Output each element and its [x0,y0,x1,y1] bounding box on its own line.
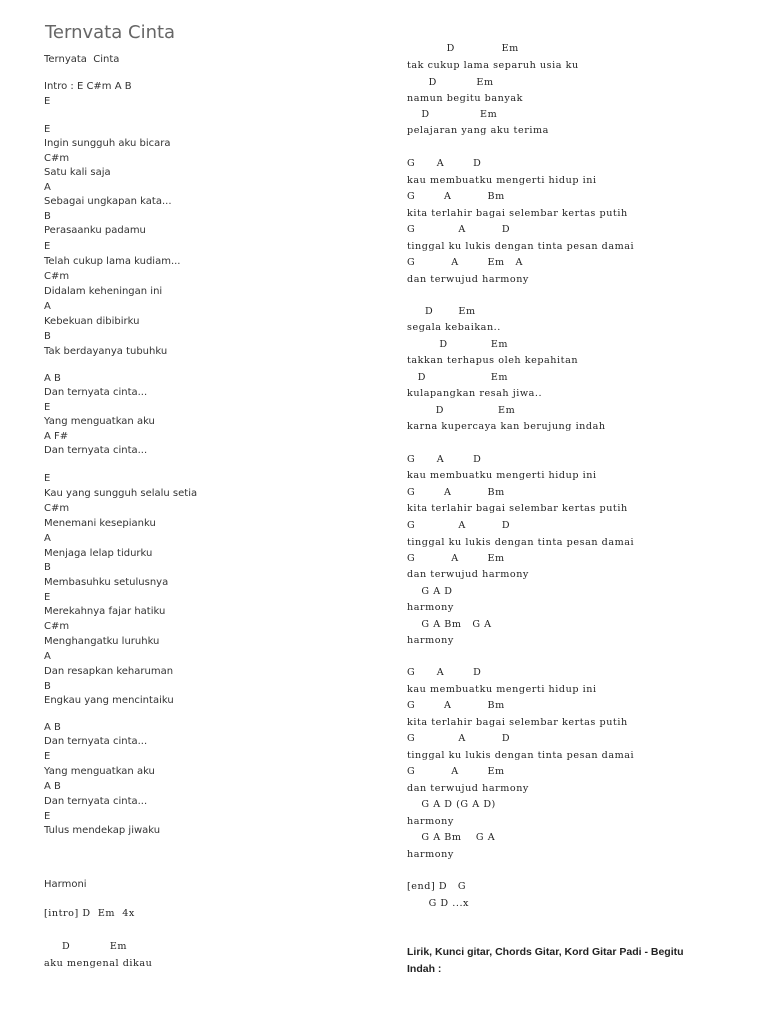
chord-line: E [44,473,51,484]
chord-line: G A Em [407,553,505,564]
lyric-line: Menjaga lelap tidurku [44,548,153,559]
lyric-line: Telah cukup lama kudiam... [44,256,181,267]
chord-line: A B [44,373,61,384]
chord-line: G A D [407,158,482,169]
lyric-line: Satu kali saja [44,167,111,178]
intro-chords-mono: [intro] D Em 4x [44,908,135,919]
chord-line: B [44,211,51,222]
lyric-line: Dan resapkan keharuman [44,666,174,677]
lyric-line: tinggal ku lukis dengan tinta pesan damai [407,241,635,252]
chord-line: E [44,124,51,135]
chord-line: E [44,402,51,413]
chord-line: G A Bm G A [407,619,492,630]
lyric-line: tak cukup lama separuh usia ku [407,60,579,71]
lyric-line: Yang menguatkan aku [44,766,155,777]
page-title: Ternvata Cinta [45,22,176,43]
lyric-line: kita terlahir bagai selembar kertas putih [407,503,628,514]
lyric-line: Perasaanku padamu [44,225,146,236]
chord-line: D Em [407,306,476,317]
lyric-line: Membasuhku setulusnya [44,577,169,588]
lyric-line: harmony [407,816,454,827]
lyric-line: kita terlahir bagai selembar kertas putih [407,717,628,728]
lyric-line: Dan ternyata cinta... [44,736,148,747]
lyric-line: namun begitu banyak [407,93,523,104]
footer-caption: Indah : [407,963,442,975]
lyric-line: takkan terhapus oleh kepahitan [407,355,579,366]
outro-chords: [end] D G [407,881,467,892]
chord-line: A [44,533,51,544]
chord-line: A B [44,722,61,733]
chord-line: A B [44,781,61,792]
chord-line: A [44,301,51,312]
chord-line: B [44,331,51,342]
lyric-line: Menemani kesepianku [44,518,156,529]
lyric-line: tinggal ku lukis dengan tinta pesan damai [407,750,635,761]
lyric-line: kita terlahir bagai selembar kertas putih [407,208,628,219]
chord-line: G A Bm [407,191,505,202]
chord-line: A F# [44,431,69,442]
lyric-line: kau membuatku mengerti hidup ini [407,684,597,695]
lyric-line: Didalam keheningan ini [44,286,163,297]
chord-line: B [44,681,51,692]
chord-line: D Em [407,405,516,416]
footer-caption: Lirik, Kunci gitar, Chords Gitar, Kord Gitar Padi - Begitu [407,946,684,958]
lyric-line: dan terwujud harmony [407,569,529,580]
lyric-line: kau membuatku mengerti hidup ini [407,175,597,186]
lyric-line: karna kupercaya kan berujung indah [407,421,606,432]
chord-line: G A D (G A D) [407,799,496,810]
chord-line: G A Bm [407,700,505,711]
chord-line: G A D [407,733,511,744]
chord-line: C#m [44,271,70,282]
chord-line: A [44,182,51,193]
lyric-line: pelajaran yang aku terima [407,125,549,136]
section-label: Harmoni [44,879,87,890]
lyric-line: Kau yang sungguh selalu setia [44,488,198,499]
chord-line: E [44,751,51,762]
chord-line: C#m [44,153,70,164]
chord-line: G A Bm [407,487,505,498]
lyric-line: segala kebaikan.. [407,322,501,333]
chord-line: D Em [407,372,509,383]
chord-line: D Em [407,43,519,54]
chord-line: E [44,811,51,822]
chord-line: D Em [407,109,498,120]
chord-line: D Em [407,77,494,88]
lyric-line: harmony [407,849,454,860]
lyric-line: Yang menguatkan aku [44,416,155,427]
chord-line: G A Em [407,766,505,777]
lyric-line: Dan ternyata cinta... [44,387,148,398]
lyric-line: Menghangatku luruhku [44,636,160,647]
chord-line: G A Em A [407,257,523,268]
chord-line: E [44,592,51,603]
outro-chords: G D ...x [407,898,470,909]
song-title-line: Ternyata Cinta [44,54,120,65]
intro-chords: Intro : E C#m A B [44,81,132,92]
lyric-line: Dan ternyata cinta... [44,796,148,807]
chord-line: C#m [44,503,70,514]
lyric-line: Merekahnya fajar hatiku [44,606,166,617]
lyric-line: tinggal ku lukis dengan tinta pesan damai [407,537,635,548]
lyric-line: Tulus mendekap jiwaku [44,825,161,836]
chord-line: D Em [407,339,509,350]
lyric-line: kulapangkan resah jiwa.. [407,388,543,399]
chord-line: G A D [407,454,482,465]
lyric-line: Ingin sungguh aku bicara [44,138,171,149]
lyric-line: dan terwujud harmony [407,274,529,285]
chord-line: E [44,96,51,107]
lyric-line: Kebekuan dibibirku [44,316,140,327]
lyric-line: Dan ternyata cinta... [44,445,148,456]
lyric-line: aku mengenal dikau [44,958,153,969]
lyric-line: Sebagai ungkapan kata... [44,196,172,207]
chord-line: D Em [44,941,128,952]
chord-line: G A Bm G A [407,832,496,843]
chord-line: B [44,562,51,573]
chord-line: G A D [407,586,453,597]
chord-line: E [44,241,51,252]
chord-line: G A D [407,667,482,678]
lyric-line: Engkau yang mencintaiku [44,695,174,706]
chord-line: C#m [44,621,70,632]
lyric-line: Tak berdayanya tubuhku [44,346,168,357]
lyric-line: kau membuatku mengerti hidup ini [407,470,597,481]
lyric-line: harmony [407,602,454,613]
chord-line: G A D [407,520,511,531]
chord-line: A [44,651,51,662]
lyric-line: dan terwujud harmony [407,783,529,794]
lyric-line: harmony [407,635,454,646]
chord-line: G A D [407,224,511,235]
